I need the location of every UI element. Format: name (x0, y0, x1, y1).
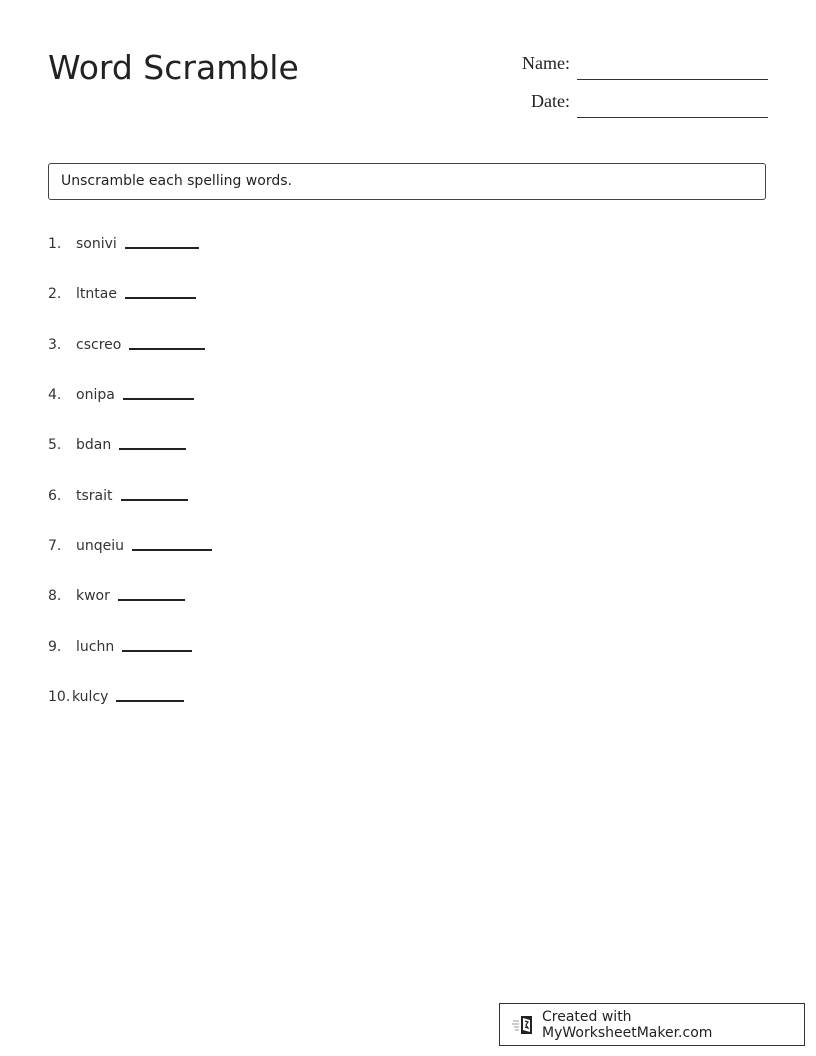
item-number: 4. (48, 387, 62, 403)
answer-blank[interactable] (132, 549, 212, 551)
list-item (48, 331, 205, 353)
item-number: 10. (48, 689, 71, 705)
answer-blank[interactable] (119, 448, 186, 450)
scrambled-word: sonivi (76, 236, 117, 252)
item-number: 5. (48, 437, 62, 453)
item-number: 6. (48, 488, 62, 504)
answer-blank[interactable] (129, 348, 205, 350)
date-field (500, 91, 768, 111)
page-title: Word Scramble (48, 48, 299, 87)
name-field (500, 53, 768, 73)
item-number: 3. (48, 337, 62, 353)
item-number: 1. (48, 236, 62, 252)
name-label: Name: (522, 53, 570, 73)
scrambled-word: ltntae (76, 286, 117, 302)
date-blank-line[interactable] (577, 99, 768, 118)
answer-blank[interactable] (118, 599, 185, 601)
list-item (48, 381, 194, 403)
date-label: Date: (531, 91, 570, 111)
list-item (48, 683, 184, 705)
scrambled-word: unqeiu (76, 538, 125, 554)
list-item (48, 431, 186, 453)
list-item (48, 532, 212, 554)
item-number: 7. (48, 538, 62, 554)
scrambled-word: bdan (76, 437, 112, 453)
answer-blank[interactable] (123, 398, 194, 400)
scrambled-word: kulcy (72, 689, 109, 705)
list-item (48, 633, 192, 655)
item-number: 8. (48, 588, 62, 604)
name-blank-line[interactable] (577, 61, 768, 80)
footer-credit[interactable] (499, 1003, 805, 1046)
scrambled-word: tsrait (76, 488, 113, 504)
answer-blank[interactable] (125, 297, 196, 299)
item-number: 2. (48, 286, 62, 302)
item-number: 9. (48, 639, 62, 655)
scrambled-word: luchn (76, 639, 115, 655)
worksheet-maker-logo-icon (512, 1014, 536, 1036)
answer-blank[interactable] (122, 650, 192, 652)
footer-text: Created with MyWorksheetMaker.com (542, 1008, 713, 1041)
answer-blank[interactable] (121, 499, 188, 501)
list-item (48, 482, 188, 504)
list-item (48, 230, 199, 252)
scrambled-word: onipa (76, 387, 115, 403)
list-item (48, 582, 185, 604)
answer-blank[interactable] (116, 700, 184, 702)
scrambled-word: kwor (76, 588, 110, 604)
list-item (48, 280, 196, 302)
answer-blank[interactable] (125, 247, 199, 249)
instructions-box: Unscramble each spelling words. (48, 163, 766, 200)
scrambled-word: cscreo (76, 337, 122, 353)
